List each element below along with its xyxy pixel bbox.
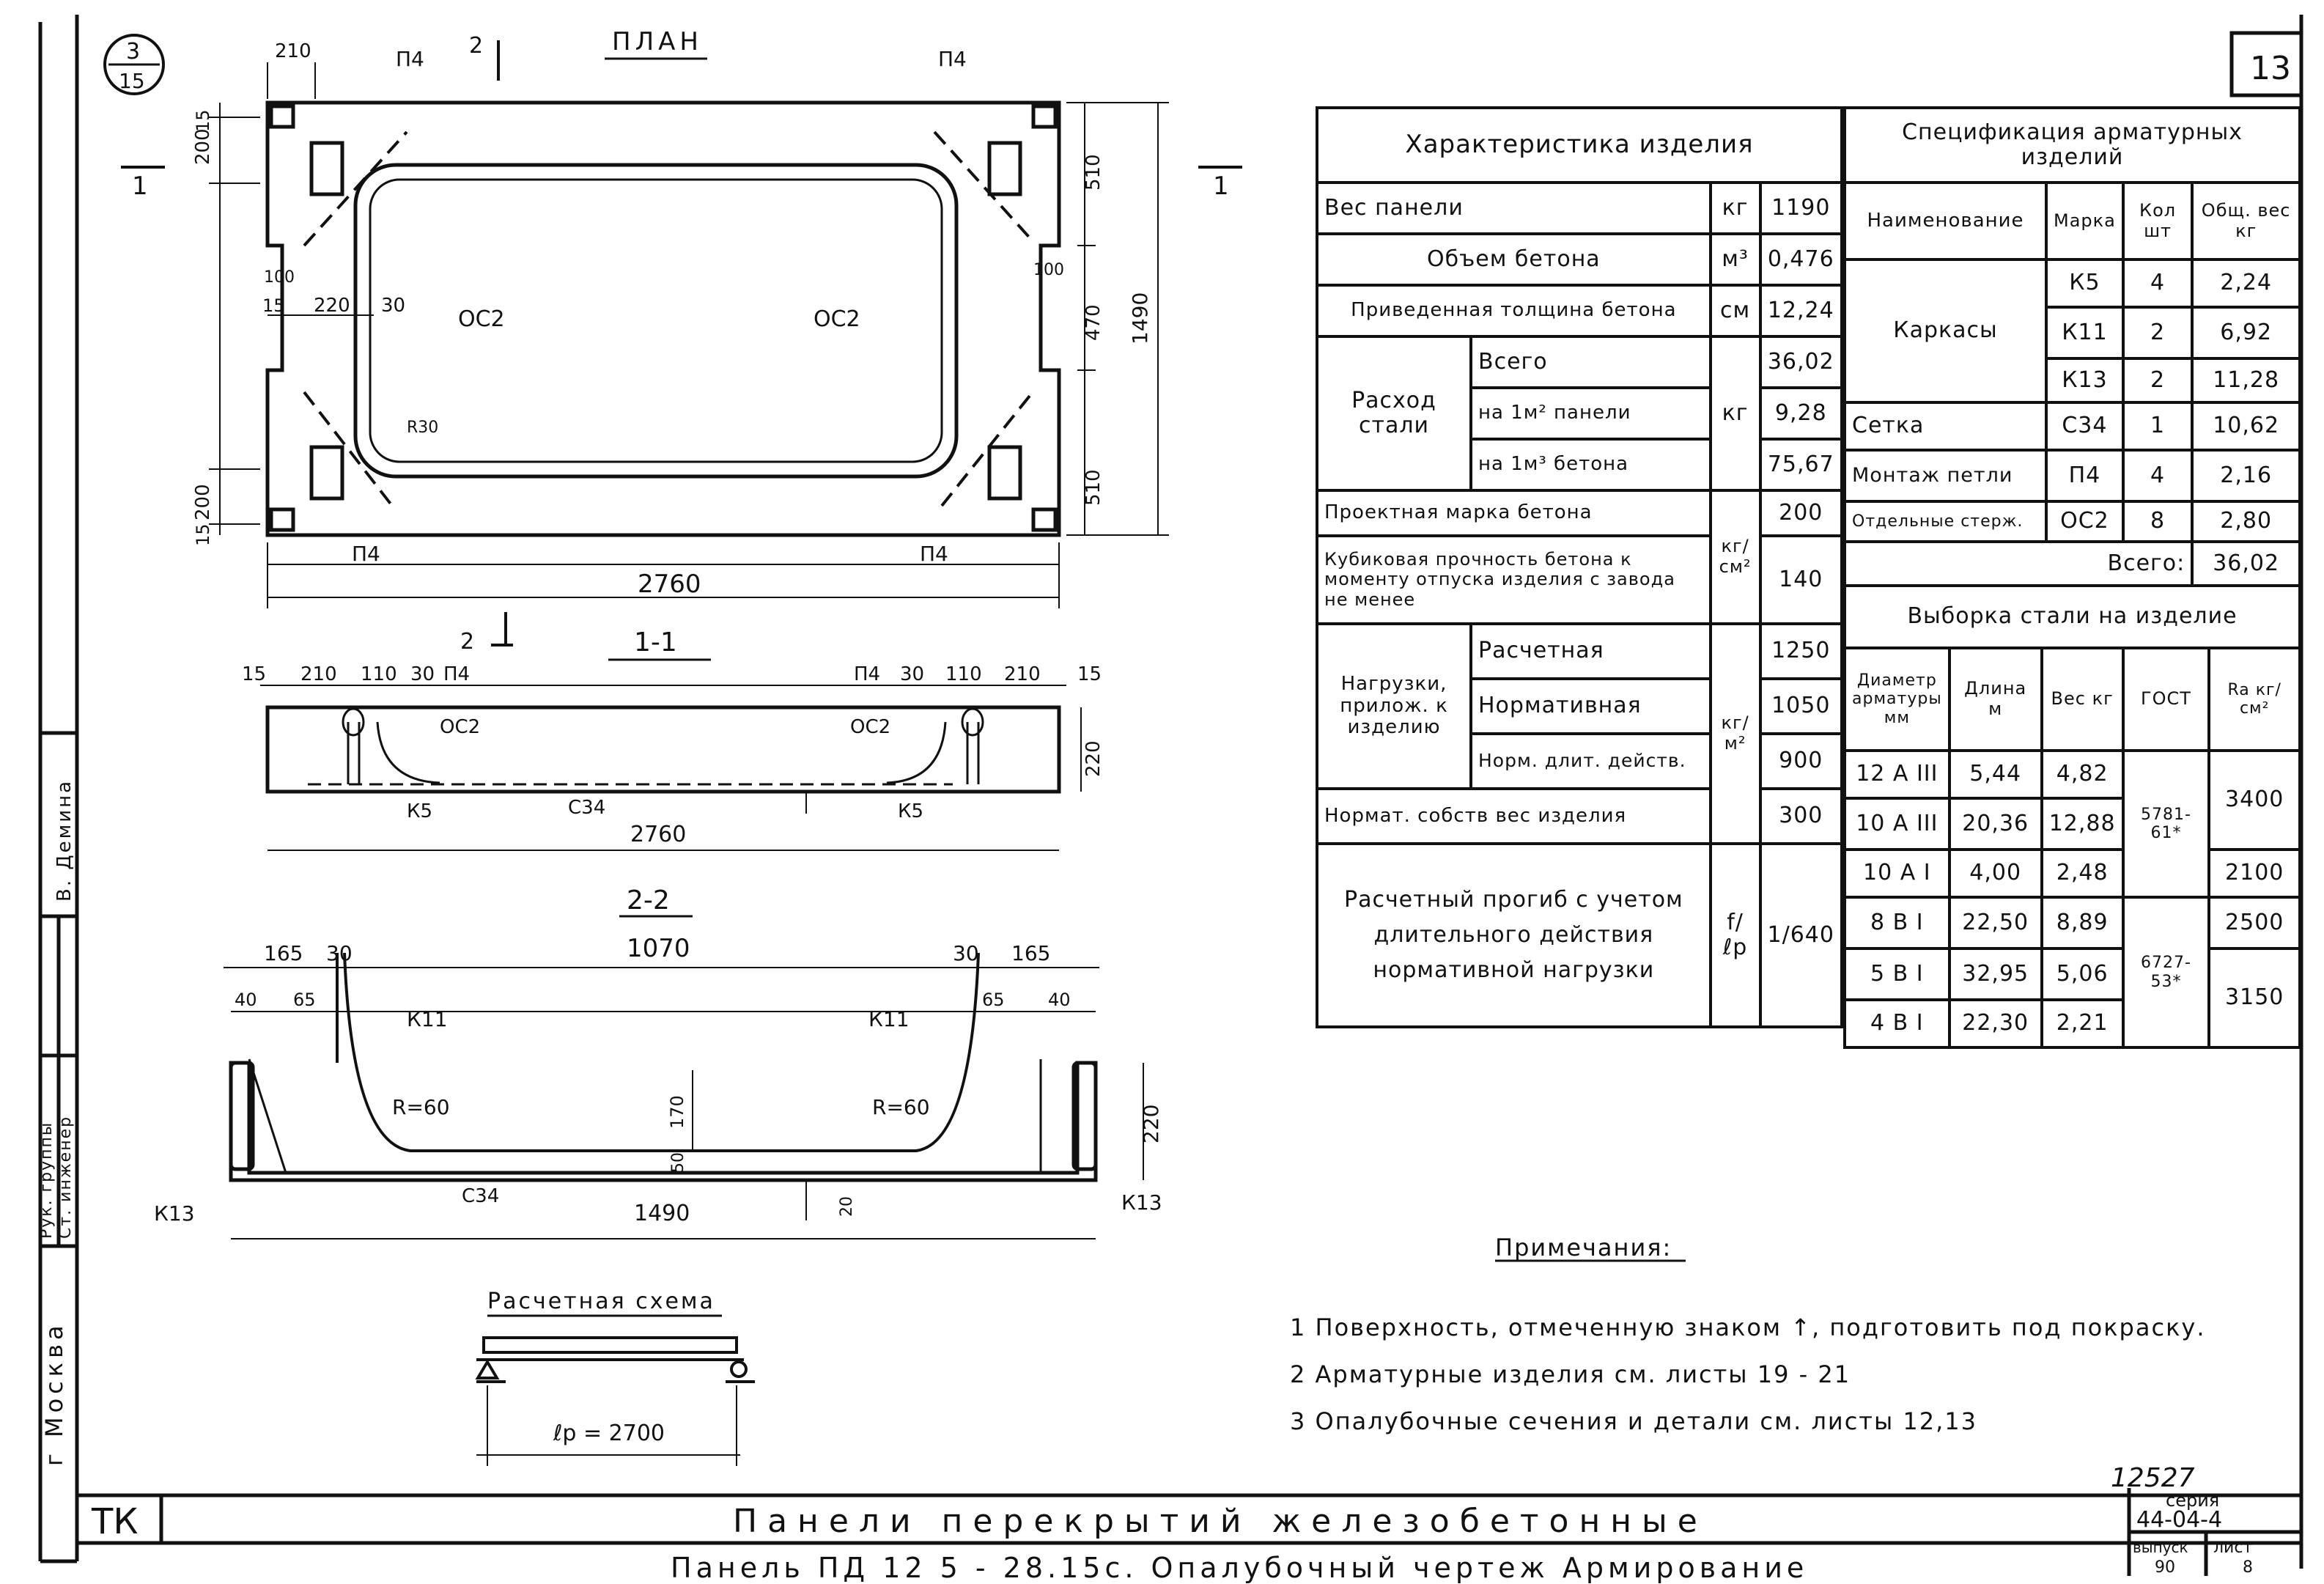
char-row-volume-name: Объем бетона — [1317, 234, 1711, 285]
sheet-number: 13 — [2250, 50, 2291, 87]
notes-title: Примечания: — [1495, 1234, 1672, 1261]
char-title: Характеристика изделия — [1317, 108, 1842, 183]
spec-weight-k5: 2,24 — [2192, 259, 2300, 307]
steel-w-0: 4,82 — [2042, 751, 2123, 798]
plan-dim-100-right: 100 — [1033, 261, 1064, 279]
plan-oc2-right: ОС2 — [814, 306, 860, 332]
characteristics-table — [1316, 106, 1843, 1028]
steel-len-2: 4,00 — [1949, 850, 2042, 897]
plan-dim-470: 470 — [1082, 304, 1104, 341]
char-row-load-sub-long: Норм. длит. действ. — [1471, 734, 1711, 789]
issue-value: 90 — [2155, 1558, 2175, 1577]
s11-oc2-l: ОС2 — [440, 716, 481, 738]
list-value: 8 — [2243, 1558, 2253, 1577]
plan-section-2-bottom: 2 — [460, 629, 475, 655]
s22-dim-1070: 1070 — [627, 934, 690, 963]
title-main: Панели перекрытий железобетонные — [733, 1503, 1708, 1540]
steel-ra-2: 2500 — [2209, 897, 2300, 948]
senior-engineer-label: Ст. инженер — [56, 1115, 75, 1239]
spec-mark-c34: С34 — [2046, 402, 2123, 450]
char-row-selfweight-name: Нормат. собств вес изделия — [1317, 789, 1711, 844]
spec-group-loops: Монтаж петли — [1845, 450, 2046, 501]
s11-title: 1-1 — [634, 627, 677, 657]
s22-dim-30-r: 30 — [953, 941, 979, 965]
series-value: 44-04-4 — [2136, 1507, 2223, 1533]
s22-dim-40-r: 40 — [1048, 990, 1071, 1010]
s22-dim-65-l: 65 — [293, 990, 316, 1010]
char-row-steel-sub-m2: на 1м² панели — [1471, 388, 1711, 439]
plan-section-2-top: 2 — [469, 33, 484, 59]
steel-d-5: 4 B I — [1845, 1000, 1949, 1047]
s11-dim-30-r: 30 — [900, 663, 925, 685]
char-row-load-sub-norm: Нормативная — [1471, 679, 1711, 734]
side-stamp — [37, 779, 75, 1466]
steel-w-5: 2,21 — [2042, 1000, 2123, 1047]
plan-dim-510-top: 510 — [1082, 154, 1104, 191]
spec-weight-k13: 11,28 — [2192, 358, 2300, 402]
char-row-volume-unit: м³ — [1711, 234, 1760, 285]
plan-section-1-left: 1 — [132, 172, 148, 201]
char-row-steel-m3: 75,67 — [1760, 439, 1842, 490]
char-row-load-norm: 1050 — [1760, 679, 1842, 734]
char-row-steel-sub-m3: на 1м³ бетона — [1471, 439, 1711, 490]
s11-dim-110-r: 110 — [945, 663, 982, 685]
section-2-2 — [224, 916, 1143, 1239]
spec-header-weight: Общ. вес кг — [2192, 183, 2300, 259]
steel-d-1: 10 A III — [1845, 798, 1949, 850]
steel-w-3: 8,89 — [2042, 897, 2123, 948]
plan-section-1-right: 1 — [1213, 172, 1229, 201]
s22-dim-170: 170 — [667, 1095, 687, 1129]
spec-weight-p4: 2,16 — [2192, 450, 2300, 501]
s22-dim-165-l: 165 — [264, 941, 303, 965]
char-row-selfweight-value: 300 — [1760, 789, 1842, 844]
plan-length: 2760 — [638, 570, 701, 599]
char-row-load-calc: 1250 — [1760, 624, 1842, 679]
spec-qty-k13: 2 — [2123, 358, 2192, 402]
steel-gost-1: 6727-53* — [2123, 897, 2210, 1047]
s11-dim-30-l: 30 — [410, 663, 435, 685]
spec-mark-p4: П4 — [2046, 450, 2123, 501]
spec-title: Спецификация арматурных изделий — [1845, 108, 2300, 183]
s22-dim-165-r: 165 — [1011, 941, 1051, 965]
plan-dim-200-top: 200 — [192, 128, 214, 165]
note-1: 1 Поверхность, отмеченную знаком ↑, подготовить под покраску. — [1290, 1314, 2206, 1341]
s22-title: 2-2 — [627, 885, 670, 916]
char-row-load-long: 900 — [1760, 734, 1842, 789]
char-row-steel-total: 36,02 — [1760, 336, 1842, 388]
title-sub: Панель ПД 12 5 - 28.15с. Опалубочный чертеж Армирование — [671, 1552, 1809, 1584]
steel-w-1: 12,88 — [2042, 798, 2123, 850]
note-2: 2 Арматурные изделия см. листы 19 - 21 — [1290, 1360, 1851, 1388]
plan-title: ПЛАН — [612, 27, 703, 56]
steel-header-gost: ГОСТ — [2123, 648, 2210, 751]
spec-weight-c34: 10,62 — [2192, 402, 2300, 450]
char-row-weight-unit: кг — [1711, 183, 1760, 234]
char-row-volume-value: 0,476 — [1760, 234, 1842, 285]
char-row-deflection-name: Расчетный прогиб с учетом длительного действия нормативной нагрузки — [1317, 844, 1711, 1027]
plan-radius: R30 — [407, 419, 439, 437]
plan-dim-210: 210 — [275, 40, 311, 62]
steel-len-1: 20,36 — [1949, 798, 2042, 850]
engineer-name: В. Демина — [54, 778, 75, 902]
char-row-cube-value: 140 — [1760, 536, 1842, 624]
spec-mark-k5: К5 — [2046, 259, 2123, 307]
char-row-cube-name: Кубиковая прочность бетона к моменту отпуска изделия с завода не менее — [1317, 536, 1711, 624]
steel-header-ra: Ra кг/см² — [2209, 648, 2300, 751]
steel-header-d: Диаметр арматуры мм — [1845, 648, 1949, 751]
char-row-grade-unit: кг/см² — [1711, 490, 1760, 624]
char-row-grade-value: 200 — [1760, 490, 1842, 536]
ref-top: 3 — [126, 39, 141, 65]
notes-block — [1290, 1224, 2206, 1445]
spec-group-frames: Каркасы — [1845, 259, 2046, 402]
steel-len-0: 5,44 — [1949, 751, 2042, 798]
plan-dim-100-left: 100 — [264, 268, 295, 287]
plan-dim-15-left: 15 — [262, 295, 285, 316]
org-mark: ТК — [92, 1501, 139, 1542]
specification-table — [1843, 106, 2301, 587]
char-row-steel-name: Расход стали — [1317, 336, 1471, 490]
steel-w-2: 2,48 — [2042, 850, 2123, 897]
s22-dim-65-r: 65 — [982, 990, 1005, 1010]
char-row-deflection-unit: f/ℓp — [1711, 844, 1760, 1027]
spec-qty-k5: 4 — [2123, 259, 2192, 307]
char-row-steel-sub-total: Всего — [1471, 336, 1711, 388]
group-head-label: Рук. группы — [37, 1121, 56, 1239]
section-2-2-labels — [154, 885, 1163, 1226]
plan-dim-15-top: 15 — [193, 109, 213, 132]
steel-ra-0: 3400 — [2209, 751, 2300, 850]
spec-qty-oc2: 8 — [2123, 501, 2192, 542]
s11-oc2-r: ОС2 — [850, 716, 891, 738]
steel-d-2: 10 A I — [1845, 850, 1949, 897]
steel-ra-1: 2100 — [2209, 850, 2300, 897]
steel-len-4: 32,95 — [1949, 948, 2042, 1000]
char-row-load-unit: кг/м² — [1711, 624, 1760, 844]
s22-dim-30-l: 30 — [326, 941, 353, 965]
s11-c34: С34 — [568, 797, 606, 819]
plan-markers — [121, 40, 1242, 645]
ref-bottom: 15 — [119, 69, 145, 93]
city-label: г Москва — [40, 1321, 68, 1466]
s22-k11-r: К11 — [868, 1007, 910, 1031]
plan-dim-15-bottom: 15 — [193, 523, 213, 546]
steel-selection-table — [1843, 584, 2301, 1049]
spec-mark-k11: К11 — [2046, 307, 2123, 358]
spec-total-value: 36,02 — [2192, 542, 2300, 586]
steel-header-w: Вес кг — [2042, 648, 2123, 751]
char-row-load-name: Нагрузки, прилож. к изделию — [1317, 624, 1471, 789]
s11-dim-15-r: 15 — [1077, 663, 1102, 685]
steel-title: Выборка стали на изделие — [1845, 586, 2300, 648]
calc-scheme-span: ℓp = 2700 — [553, 1421, 665, 1446]
stamp-number: 12527 — [2111, 1463, 2195, 1493]
spec-weight-oc2: 2,80 — [2192, 501, 2300, 542]
spec-header-name: Наименование — [1845, 183, 2046, 259]
plan-dim-1490: 1490 — [1128, 292, 1152, 345]
s11-height: 220 — [1082, 740, 1104, 777]
spec-group-mesh: Сетка — [1845, 402, 2046, 450]
s11-k5-l: К5 — [407, 800, 433, 822]
s11-dim-110-l: 110 — [361, 663, 397, 685]
char-row-thickness-name: Приведенная толщина бетона — [1317, 285, 1711, 336]
spec-qty-c34: 1 — [2123, 402, 2192, 450]
spec-header-qty: Кол шт — [2123, 183, 2192, 259]
plan-p4-tr: П4 — [938, 47, 967, 71]
plan-dim-30: 30 — [381, 295, 406, 317]
steel-gost-0: 5781-61* — [2123, 751, 2210, 897]
char-row-load-sub-calc: Расчетная — [1471, 624, 1711, 679]
steel-w-4: 5,06 — [2042, 948, 2123, 1000]
list-label: лист — [2213, 1539, 2253, 1557]
plan-p4-tl: П4 — [396, 47, 424, 71]
plan-labels — [132, 33, 1229, 655]
plan-dim-200-bottom: 200 — [192, 484, 214, 520]
steel-ra-3: 3150 — [2209, 948, 2300, 1047]
plan-dim-220: 220 — [314, 295, 350, 317]
char-row-weight-name: Вес панели — [1317, 183, 1711, 234]
spec-qty-k11: 2 — [2123, 307, 2192, 358]
steel-d-4: 5 B I — [1845, 948, 1949, 1000]
plan-dim-510-bottom: 510 — [1082, 469, 1104, 506]
s11-dim-15-l: 15 — [242, 663, 267, 685]
s11-p4-r: П4 — [854, 663, 881, 685]
s22-k11-l: К11 — [407, 1007, 448, 1031]
reference-mark — [105, 35, 163, 94]
spec-weight-k11: 6,92 — [2192, 307, 2300, 358]
s22-width: 1490 — [634, 1201, 690, 1226]
spec-header-mark: Марка — [2046, 183, 2123, 259]
plan-oc2-left: ОС2 — [458, 306, 505, 332]
note-3: 3 Опалубочные сечения и детали см. листы 12,13 — [1290, 1407, 1977, 1435]
s22-k13-l: К13 — [154, 1201, 195, 1226]
char-row-weight-value: 1190 — [1760, 183, 1842, 234]
s22-dim-50: 50 — [669, 1152, 687, 1173]
s11-k5-r: К5 — [898, 800, 924, 822]
issue-label: выпуск — [2133, 1539, 2188, 1556]
s22-k13-r: К13 — [1121, 1190, 1162, 1215]
spec-group-bars: Отдельные стерж. — [1845, 501, 2046, 542]
char-row-grade-name: Проектная марка бетона — [1317, 490, 1711, 536]
spec-mark-k13: К13 — [2046, 358, 2123, 402]
calc-scheme-labels — [487, 1289, 715, 1446]
series-label: серия — [2166, 1490, 2220, 1511]
steel-d-3: 8 B I — [1845, 897, 1949, 948]
s22-c34: С34 — [462, 1185, 500, 1207]
char-row-thickness-value: 12,24 — [1760, 285, 1842, 336]
steel-d-0: 12 A III — [1845, 751, 1949, 798]
s22-r-r: R=60 — [872, 1095, 930, 1119]
char-row-steel-m2: 9,28 — [1760, 388, 1842, 439]
s11-dim-210-r: 210 — [1004, 663, 1041, 685]
s11-dim-210-l: 210 — [300, 663, 337, 685]
s22-dim-20: 20 — [838, 1196, 856, 1217]
s11-length: 2760 — [630, 822, 687, 847]
char-row-thickness-unit: см — [1711, 285, 1760, 336]
steel-header-len: Длина м — [1949, 648, 2042, 751]
spec-total-label: Всего: — [1845, 542, 2192, 586]
title-block — [91, 1463, 2253, 1584]
steel-len-5: 22,30 — [1949, 1000, 2042, 1047]
spec-mark-oc2: ОС2 — [2046, 501, 2123, 542]
char-row-steel-unit: кг — [1711, 336, 1760, 490]
s22-r-l: R=60 — [392, 1095, 450, 1119]
plan-view — [209, 27, 1169, 608]
s22-height: 220 — [1139, 1104, 1163, 1143]
plan-p4-bl: П4 — [352, 542, 380, 566]
plan-p4-br: П4 — [920, 542, 948, 566]
s22-dim-40-l: 40 — [235, 990, 257, 1010]
calc-scheme-title: Расчетная схема — [487, 1289, 715, 1314]
steel-len-3: 22,50 — [1949, 897, 2042, 948]
char-row-deflection-value: 1/640 — [1760, 844, 1842, 1027]
spec-qty-p4: 4 — [2123, 450, 2192, 501]
s11-p4-l: П4 — [443, 663, 471, 685]
